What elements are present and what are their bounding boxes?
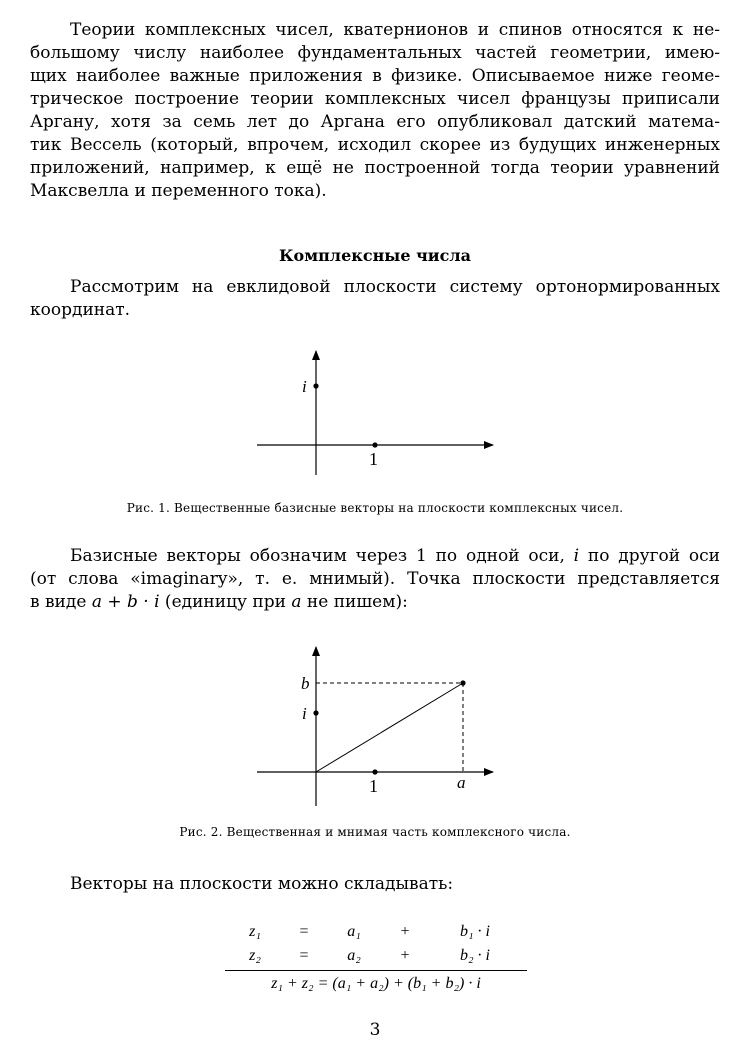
figure-1-caption: Рис. 1. Вещественные базисные векторы на плоскости комплексных чисел. [126, 501, 624, 515]
intro-line: Максвелла и переменного тока). [30, 181, 327, 201]
intro-line: Аргану, хотя за семь лет до Аргана его опубликовал датский матема- [30, 112, 720, 132]
eq-lhs: z₁ [249, 923, 261, 940]
figure-2-caption: Рис. 2. Вещественная и мнимая часть комплексного числа. [179, 825, 571, 839]
intro-line: большому числу наиболее фундаментальных частей геометрии, имею- [30, 43, 720, 63]
text-run: (единицу при [159, 592, 292, 612]
label-one: 1 [369, 776, 378, 796]
equation-row [225, 920, 527, 944]
paragraph-orthonormal [30, 276, 720, 322]
text-run: Базисные векторы обозначим через 1 по одной оси, [70, 546, 574, 566]
paragraph-line: Векторы на плоскости можно складывать: [70, 874, 454, 894]
paragraph-line: Рассмотрим на евклидовой плоскости систему ортонормированных [70, 277, 720, 297]
eq-sign: = [299, 923, 309, 940]
eq-sign: = [299, 947, 309, 964]
label-i: i [302, 704, 307, 723]
text-run: не пишем): [301, 592, 408, 612]
point-i [313, 710, 318, 715]
page-number: 3 [369, 1020, 381, 1040]
point-a-b [460, 680, 465, 685]
eq-real: a₂ [347, 947, 361, 964]
text-run: по другой оси [579, 546, 721, 566]
label-one: 1 [369, 449, 378, 469]
addition-equation [225, 920, 527, 997]
paragraph-line: координат. [30, 300, 131, 320]
intro-line: трическое построение теории комплексных чисел французы приписали [30, 89, 720, 109]
intro-line: щих наиболее важные приложения в физике. Описываемое ниже геоме- [30, 66, 720, 86]
vector-line [316, 683, 463, 772]
eq-imag: b₂ · i [459, 947, 490, 964]
intro-line: тик Вессель (который, впрочем, исходил скорее из будущих инженерных [30, 135, 720, 155]
label-b: b [301, 674, 310, 693]
eq-plus: + [400, 947, 410, 964]
eq-sum: z₁ + z₂ = (a₁ + a₂) + (b₁ + b₂) · i [271, 975, 481, 992]
label-a: a [457, 773, 466, 792]
paragraph-line [30, 545, 720, 568]
paragraph-basis [30, 545, 720, 614]
math-formula: a + b · i [91, 592, 160, 612]
point-i [313, 383, 318, 388]
figure-2-complex-point [0, 640, 750, 810]
paragraph-line [30, 591, 720, 614]
text-run: в виде [30, 592, 92, 612]
eq-imag: b₁ · i [459, 923, 490, 940]
intro-paragraph [30, 19, 720, 203]
eq-real: a₁ [347, 923, 361, 940]
figure-1-axes [0, 340, 750, 480]
math-i: i [573, 546, 580, 566]
label-i: i [302, 377, 307, 396]
paragraph-addition [30, 873, 720, 896]
point-one [372, 769, 377, 774]
eq-lhs: z₂ [249, 947, 261, 964]
eq-plus: + [400, 923, 410, 940]
math-a: a [291, 592, 302, 612]
intro-line: приложений, например, к ещё не построенной тогда теории уравнений [30, 158, 720, 178]
point-one [372, 442, 377, 447]
section-title: Комплексные числа [278, 246, 472, 265]
intro-line: Теории комплексных чисел, кватернионов и спинов относятся к не- [70, 20, 720, 40]
paragraph-line: (от слова «imaginary», т. е. мнимый). Точка плоскости представляется [30, 569, 720, 589]
equation-row [225, 944, 527, 968]
